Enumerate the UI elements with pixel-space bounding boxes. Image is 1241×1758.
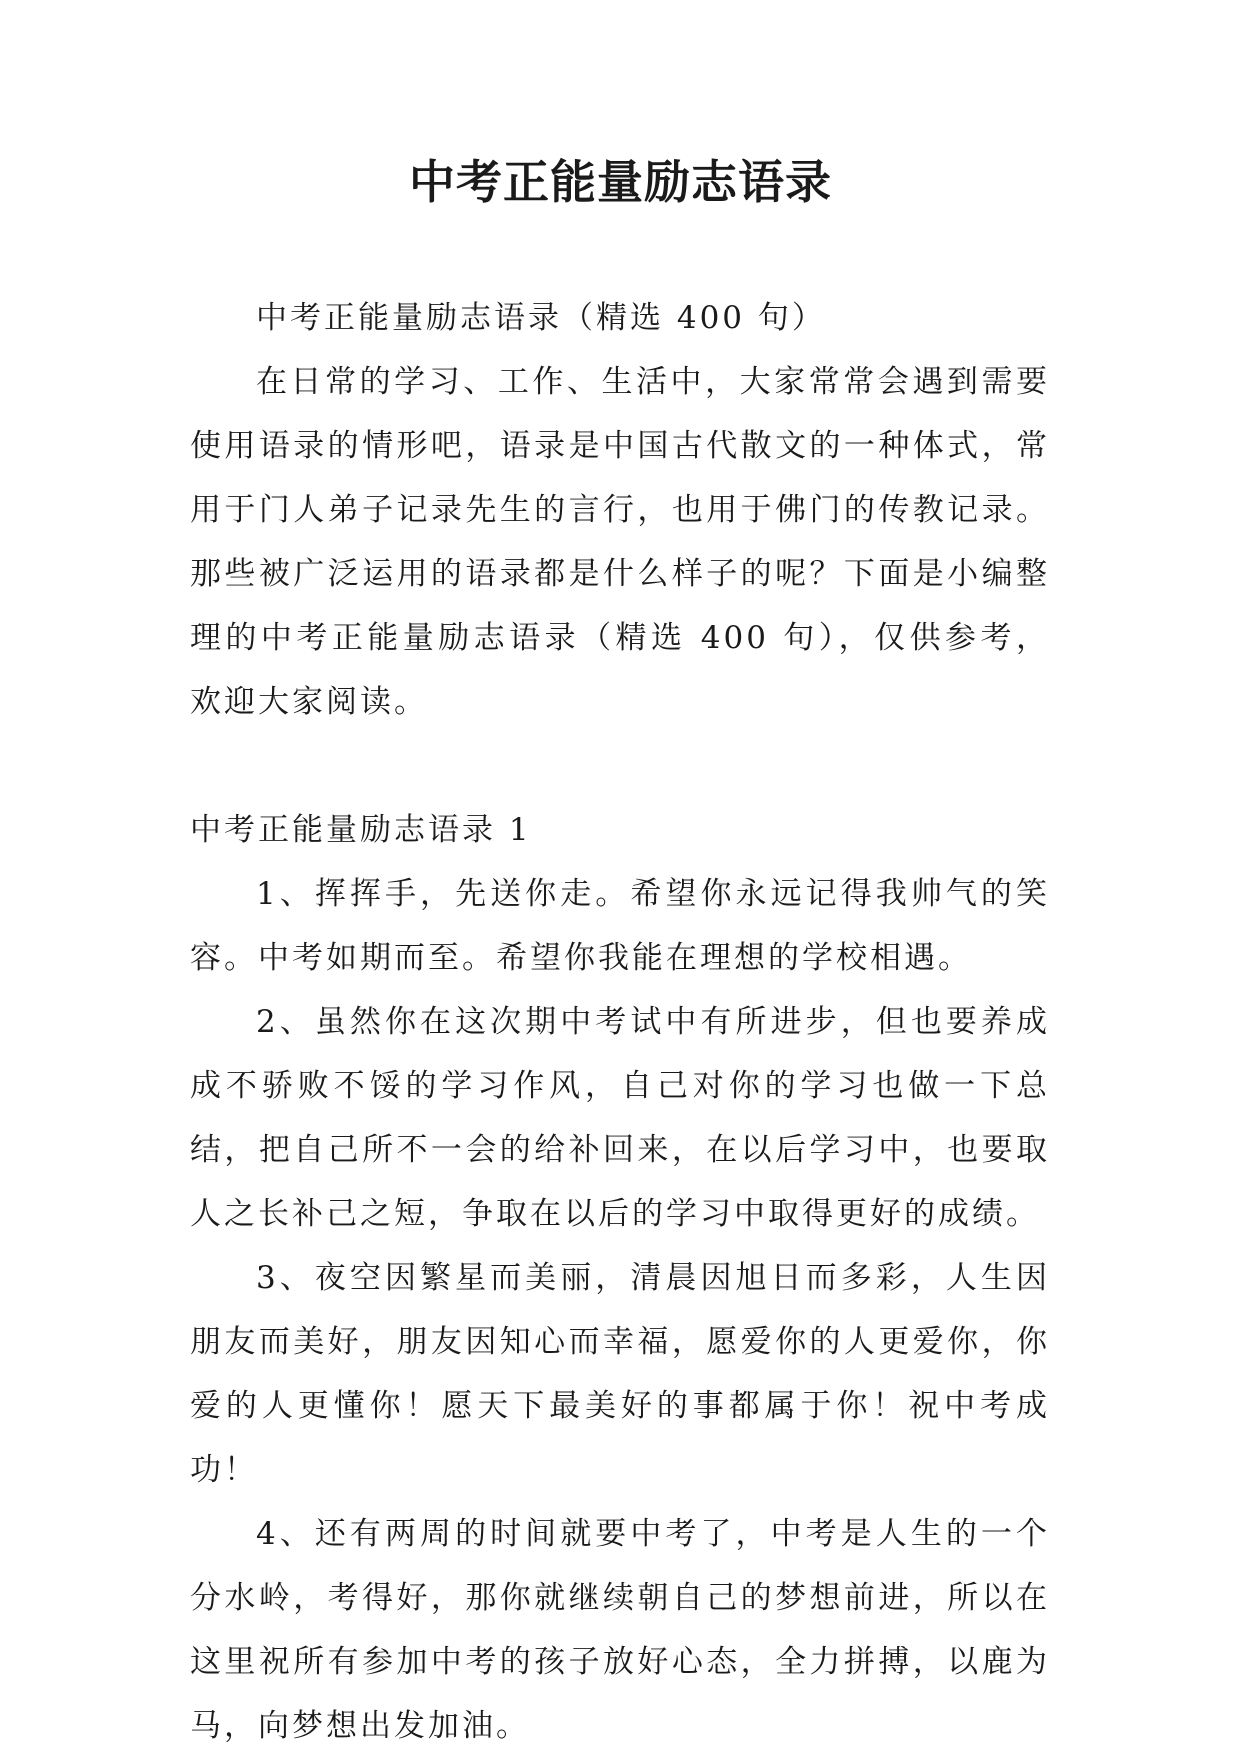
intro-paragraph: 在日常的学习、工作、生活中，大家常常会遇到需要使用语录的情形吧，语录是中国古代散文的一种体式，常用于门人弟子记录先生的言行，也用于佛门的传教记录。那些被广泛运用的语录都是什么样子的呢？下面是小编整理的中考正能量励志语录（精选 400 句），仅供参考，欢迎大家阅读。 xyxy=(190,364,1050,720)
quote-item-4: 4、还有两周的时间就要中考了，中考是人生的一个分水岭，考得好，那你就继续朝自己的梦想前进，所以在这里祝所有参加中考的孩子放好心态，全力拼搏，以鹿为马，向梦想出发加油。 xyxy=(190,1516,1050,1744)
subtitle-paragraph: 中考正能量励志语录（精选 400 句） xyxy=(256,300,826,336)
document-body xyxy=(190,286,1050,1758)
document-title: 中考正能量励志语录 xyxy=(409,155,832,209)
quote-item-2: 2、虽然你在这次期中考试中有所进步，但也要养成成不骄败不馁的学习作风，自己对你的学习也做一下总结，把自己所不一会的给补回来，在以后学习中，也要取人之长补己之短，争取在以后的学习中取得更好的成绩。 xyxy=(190,1004,1050,1232)
quote-item-1: 1、挥挥手，先送你走。希望你永远记得我帅气的笑容。中考如期而至。希望你我能在理想的学校相遇。 xyxy=(190,876,1050,976)
section-heading: 中考正能量励志语录 1 xyxy=(190,812,532,848)
paragraph-spacer xyxy=(190,734,1050,798)
quote-item-3: 3、夜空因繁星而美丽，清晨因旭日而多彩，人生因朋友而美好，朋友因知心而幸福，愿爱你的人更爱你，你爱的人更懂你！愿天下最美好的事都属于你！祝中考成功！ xyxy=(190,1260,1050,1488)
